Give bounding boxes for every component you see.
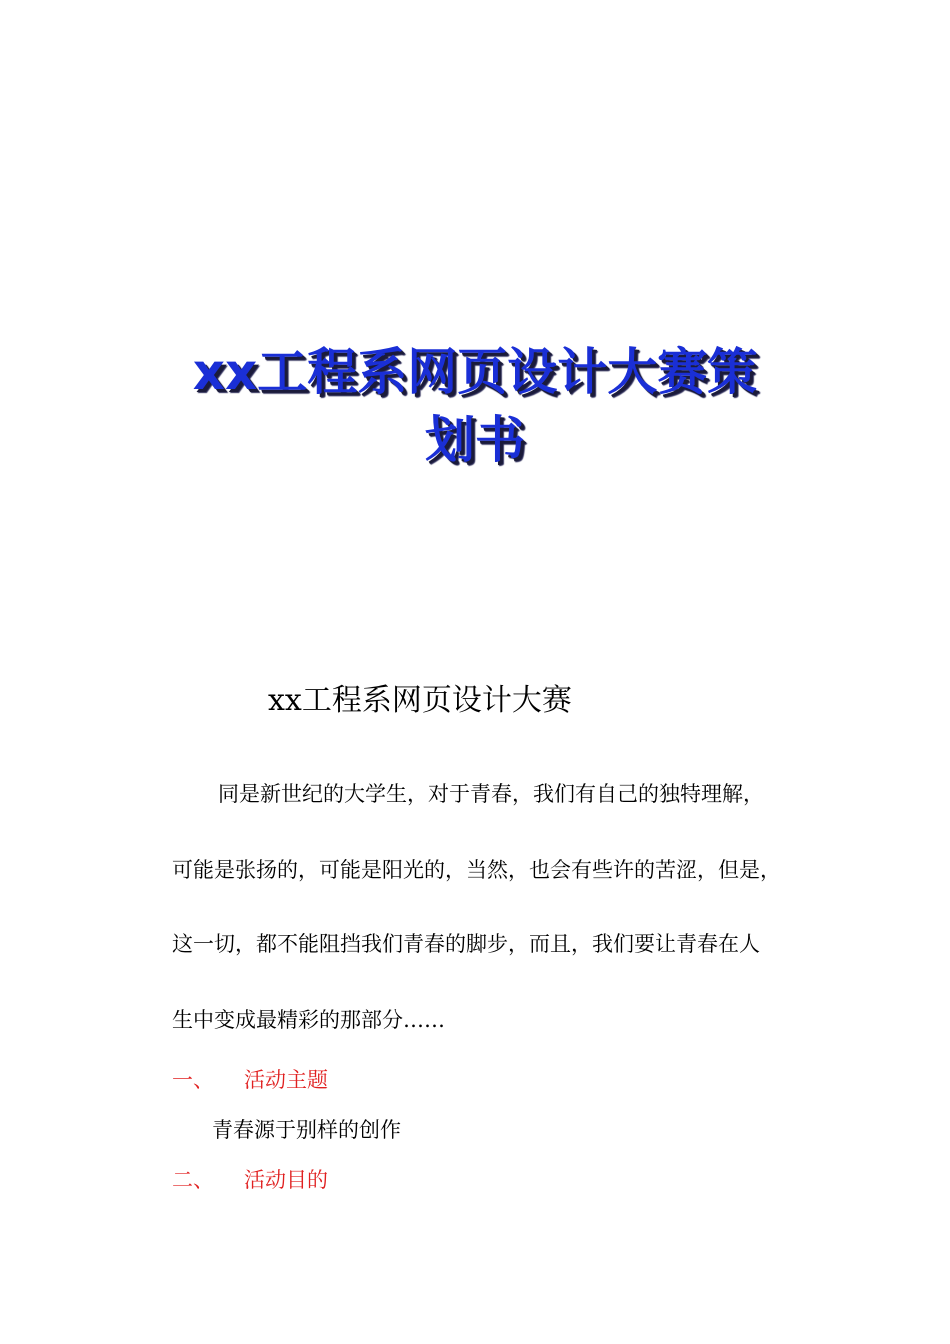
section-heading-purpose: [172, 1166, 328, 1194]
cover-title-line-1: xx工程系网页设计大赛策: [192, 343, 758, 401]
section-title: 活动主题: [244, 1068, 328, 1092]
intro-paragraph-line: 同是新世纪的大学生，对于青春，我们有自己的独特理解，: [218, 782, 764, 806]
intro-paragraph-line: 可能是张扬的，可能是阳光的，当然，也会有些许的苦涩，但是，: [172, 858, 781, 882]
section-title: 活动目的: [244, 1168, 328, 1192]
intro-paragraph-line: 这一切，都不能阻挡我们青春的脚步，而且，我们要让青春在人: [172, 932, 760, 956]
subtitle: xx工程系网页设计大赛: [268, 683, 572, 718]
section-heading-theme: [172, 1066, 328, 1094]
intro-paragraph-line: 生中变成最精彩的那部分……: [172, 1008, 445, 1032]
section-number: 一、: [172, 1068, 214, 1092]
section-number: 二、: [172, 1168, 214, 1192]
section-body-theme: 青春源于别样的创作: [212, 1118, 401, 1142]
cover-title: [120, 338, 830, 474]
cover-title-line-2: 划书: [425, 411, 525, 469]
